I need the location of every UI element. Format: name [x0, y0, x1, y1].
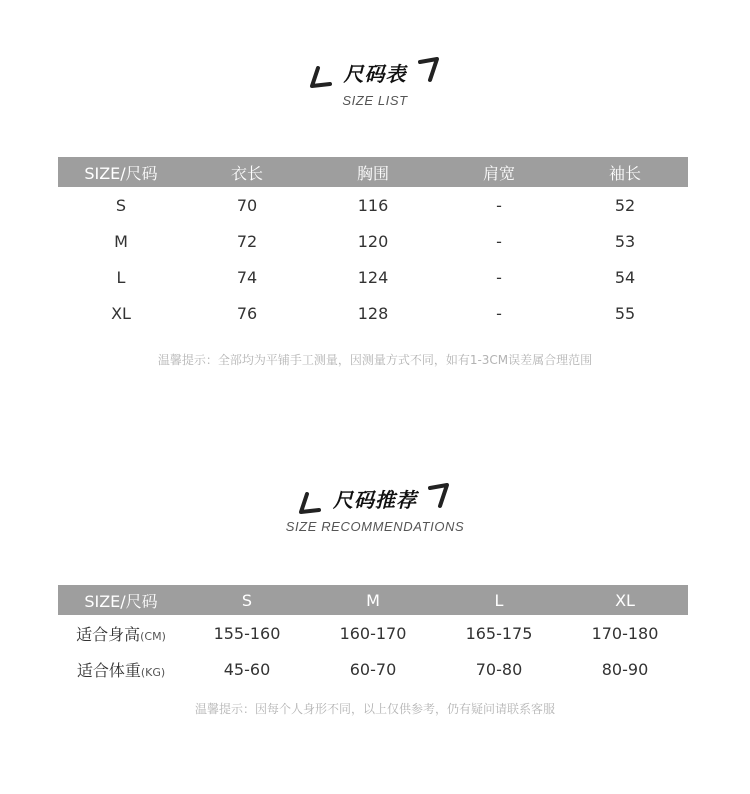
- table-cell: M: [114, 231, 128, 251]
- table-cell: 80-90: [601, 659, 649, 679]
- table-cell: -: [496, 303, 502, 323]
- table-cell: -: [496, 267, 502, 287]
- table-cell: 45-60: [223, 659, 271, 679]
- left-bracket-icon: [297, 492, 323, 518]
- table-cell: 74: [236, 267, 258, 287]
- column-header: SIZE/尺码: [58, 585, 184, 615]
- table-cell: 55: [614, 303, 636, 323]
- table-row: [58, 259, 688, 295]
- table-cell: 72: [236, 231, 258, 251]
- size-recommend-subtitle: SIZE RECOMMENDATIONS: [285, 519, 465, 534]
- table-cell: 76: [236, 303, 258, 323]
- left-bracket-icon: [308, 66, 334, 92]
- table-cell: XL: [111, 303, 131, 323]
- size-recommend-note: 温馨提示：因每个人身形不同，以上仅供参考，仍有疑问请联系客服: [194, 702, 555, 716]
- row-unit: (KG): [140, 665, 166, 679]
- right-bracket-icon: [427, 482, 453, 510]
- column-header: 袖长: [562, 157, 688, 187]
- table-cell: -: [496, 231, 502, 251]
- size-list-note: 温馨提示：全部均为平铺手工测量，因测量方式不同，如有1-3CM误差属合理范围: [157, 353, 593, 367]
- table-cell: 120: [357, 231, 389, 251]
- table-cell: 54: [614, 267, 636, 287]
- table-cell: 53: [614, 231, 636, 251]
- table-row: [58, 223, 688, 259]
- column-header: S: [184, 585, 310, 615]
- column-header: M: [310, 585, 436, 615]
- table-cell: 128: [357, 303, 389, 323]
- table-cell: 165-175: [465, 623, 533, 643]
- table-cell: 155-160: [213, 623, 281, 643]
- size-list-subtitle: SIZE LIST: [342, 93, 408, 108]
- column-header: 肩宽: [436, 157, 562, 187]
- table-cell: 170-180: [591, 623, 659, 643]
- table-cell: 160-170: [339, 623, 407, 643]
- table-row: [58, 295, 688, 331]
- row-label: 适合身高: [76, 624, 141, 644]
- table-cell: S: [115, 195, 127, 215]
- table-cell: 52: [614, 195, 636, 215]
- size-recommend-title: 尺码推荐: [333, 488, 417, 512]
- table-cell: 124: [357, 267, 389, 287]
- size-recommend-header: [0, 484, 750, 534]
- table-cell: 70-80: [475, 659, 523, 679]
- table-cell: 60-70: [349, 659, 397, 679]
- size-list-header: [0, 58, 750, 108]
- column-header: L: [436, 585, 562, 615]
- table-cell: 70: [236, 195, 258, 215]
- row-label: 适合体重: [76, 660, 141, 680]
- row-label-height: [58, 615, 184, 651]
- row-unit: (CM): [140, 629, 166, 643]
- table-header-row: [58, 157, 688, 187]
- column-header: 胸围: [310, 157, 436, 187]
- size-list-title: 尺码表: [343, 62, 407, 86]
- size-recommend-table: [58, 585, 688, 687]
- table-cell: 116: [357, 195, 389, 215]
- table-row: [58, 651, 688, 687]
- right-bracket-icon: [417, 56, 443, 84]
- table-cell: L: [116, 267, 126, 287]
- row-label-weight: [58, 651, 184, 687]
- table-header-row: [58, 585, 688, 615]
- column-header: SIZE/尺码: [58, 157, 184, 187]
- table-row: [58, 187, 688, 223]
- table-cell: -: [496, 195, 502, 215]
- size-list-table: [58, 157, 688, 331]
- column-header: 衣长: [184, 157, 310, 187]
- table-row: [58, 615, 688, 651]
- column-header: XL: [562, 585, 688, 615]
